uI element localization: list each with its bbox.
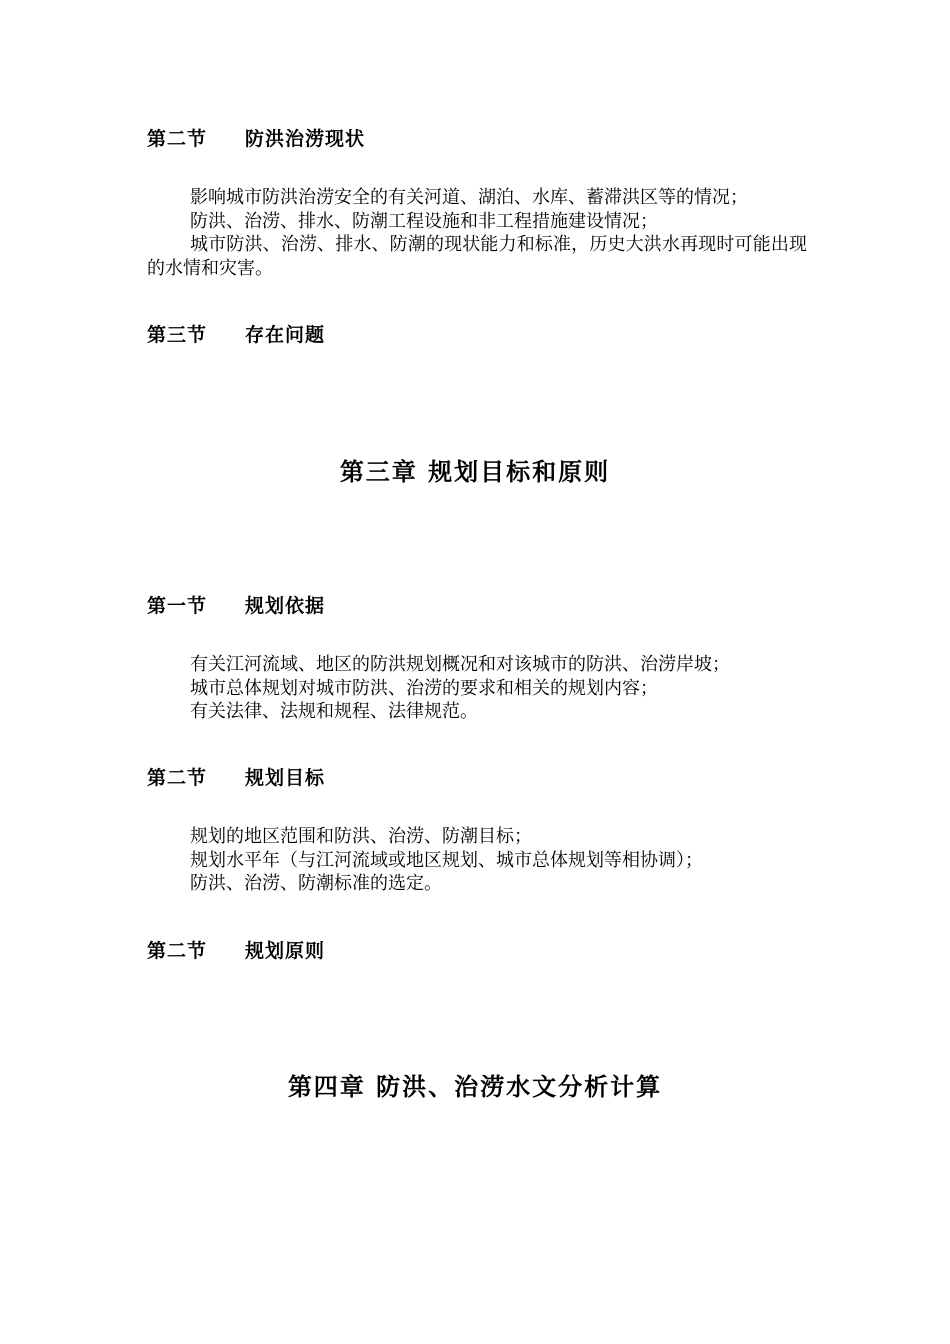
section-title: 规划原则 bbox=[245, 940, 326, 962]
paragraph-flood-status bbox=[147, 186, 807, 280]
section-heading-planning-basis bbox=[147, 591, 325, 618]
paragraph-line: 规划水平年（与江河流域或地区规划、城市总体规划等相协调）； bbox=[190, 849, 703, 871]
section-title: 防洪治涝现状 bbox=[245, 128, 366, 150]
section-number: 第三节 bbox=[147, 324, 208, 346]
paragraph-line: 影响城市防洪治涝安全的有关河道、湖泊、水库、蓄滞洪区等的情况； bbox=[190, 187, 748, 208]
section-heading-planning-principles bbox=[147, 936, 325, 963]
paragraph-line: 防洪、治涝、排水、防潮工程设施和非工程措施建设情况； bbox=[190, 210, 658, 232]
section-title: 规划目标 bbox=[245, 767, 326, 789]
section-number: 第二节 bbox=[147, 940, 208, 962]
section-number: 第二节 bbox=[147, 767, 208, 789]
paragraph-planning-goals bbox=[147, 825, 807, 896]
section-heading-problems bbox=[147, 320, 325, 347]
paragraph-planning-basis bbox=[147, 653, 807, 724]
section-title: 规划依据 bbox=[245, 595, 326, 617]
section-number: 第二节 bbox=[147, 128, 208, 150]
paragraph-line: 有关江河流域、地区的防洪规划概况和对该城市的防洪、治涝岸坡； bbox=[190, 654, 730, 675]
paragraph-line: 有关法律、法规和规程、法律规范。 bbox=[190, 701, 478, 722]
section-number: 第一节 bbox=[147, 595, 208, 617]
section-heading-planning-goals bbox=[147, 763, 325, 790]
chapter-heading-3: 第三章 规划目标和原则 bbox=[339, 457, 611, 486]
paragraph-line: 防洪、治涝、防潮标准的选定。 bbox=[190, 873, 442, 894]
paragraph-line: 规划的地区范围和防洪、治涝、防潮目标； bbox=[190, 826, 532, 847]
paragraph-line: 城市防洪、治涝、排水、防潮的现状能力和标准，历史大洪水再现时可能出现的水情和灾害。 bbox=[147, 234, 807, 279]
chapter-heading-4: 第四章 防洪、治涝水文分析计算 bbox=[287, 1072, 663, 1101]
section-heading-flood-status bbox=[147, 124, 365, 151]
paragraph-line: 城市总体规划对城市防洪、治涝的要求和相关的规划内容； bbox=[190, 677, 658, 699]
section-title: 存在问题 bbox=[245, 324, 326, 346]
